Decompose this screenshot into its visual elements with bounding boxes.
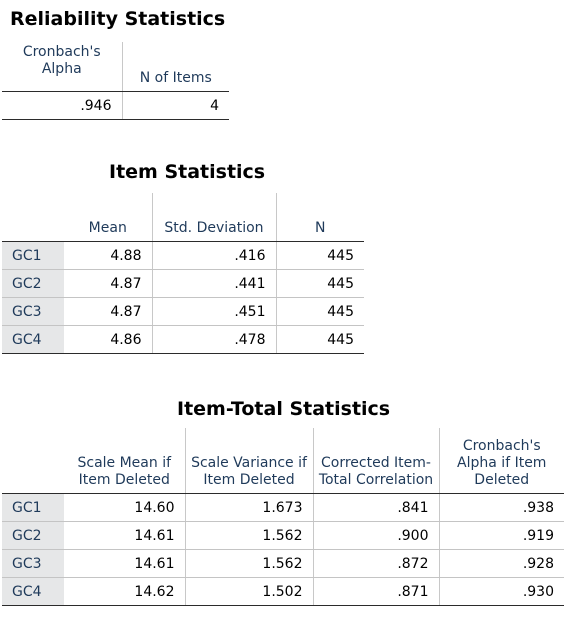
item-total-statistics-table (2, 428, 564, 606)
col-header-mean: Mean (64, 193, 152, 242)
col-header-cronbachs-alpha-if-item-deleted: Cronbach's Alpha if Item Deleted (439, 428, 564, 494)
item-statistics-table (2, 193, 364, 354)
scale-variance-cell: 1.562 (185, 550, 313, 578)
std-deviation-cell: .451 (152, 298, 276, 326)
col-header-scale-mean-if-item-deleted: Scale Mean if Item Deleted (64, 428, 185, 494)
row-label: GC2 (2, 522, 64, 550)
alpha-if-deleted-cell: .919 (439, 522, 564, 550)
row-label: GC3 (2, 550, 64, 578)
corrected-correlation-cell: .872 (313, 550, 439, 578)
row-label: GC4 (2, 326, 64, 354)
row-label: GC2 (2, 270, 64, 298)
table-row (2, 326, 364, 354)
corner-cell (2, 428, 64, 494)
scale-mean-cell: 14.61 (64, 550, 185, 578)
table-row (2, 92, 229, 120)
reliability-statistics-table (2, 42, 229, 120)
mean-cell: 4.87 (64, 270, 152, 298)
header-row (2, 193, 364, 242)
scale-mean-cell: 14.61 (64, 522, 185, 550)
col-header-cronbachs-alpha: Cronbach's Alpha (2, 42, 122, 92)
row-label: GC1 (2, 242, 64, 270)
n-cell: 445 (276, 298, 364, 326)
table-row (2, 494, 564, 522)
col-header-n: N (276, 193, 364, 242)
scale-mean-cell: 14.60 (64, 494, 185, 522)
n-cell: 445 (276, 242, 364, 270)
table-row (2, 270, 364, 298)
table-row (2, 578, 564, 606)
mean-cell: 4.88 (64, 242, 152, 270)
col-header-scale-variance-if-item-deleted: Scale Variance if Item Deleted (185, 428, 313, 494)
col-header-n-of-items: N of Items (122, 42, 229, 92)
alpha-if-deleted-cell: .930 (439, 578, 564, 606)
item-total-statistics-title: Item-Total Statistics (177, 398, 391, 420)
n-cell: 445 (276, 270, 364, 298)
row-label: GC3 (2, 298, 64, 326)
item-statistics-title: Item Statistics (109, 161, 266, 183)
cronbachs-alpha-value: .946 (2, 92, 122, 120)
corrected-correlation-cell: .841 (313, 494, 439, 522)
scale-variance-cell: 1.502 (185, 578, 313, 606)
corner-cell (2, 193, 64, 242)
alpha-if-deleted-cell: .928 (439, 550, 564, 578)
scale-variance-cell: 1.673 (185, 494, 313, 522)
scale-variance-cell: 1.562 (185, 522, 313, 550)
mean-cell: 4.86 (64, 326, 152, 354)
table-row (2, 242, 364, 270)
col-header-std-deviation: Std. Deviation (152, 193, 276, 242)
mean-cell: 4.87 (64, 298, 152, 326)
std-deviation-cell: .416 (152, 242, 276, 270)
reliability-statistics-title: Reliability Statistics (10, 8, 226, 30)
corrected-correlation-cell: .900 (313, 522, 439, 550)
n-cell: 445 (276, 326, 364, 354)
n-of-items-value: 4 (122, 92, 229, 120)
corrected-correlation-cell: .871 (313, 578, 439, 606)
col-header-corrected-item-total-correlation: Corrected Item-Total Correlation (313, 428, 439, 494)
table-row (2, 550, 564, 578)
row-label: GC4 (2, 578, 64, 606)
alpha-if-deleted-cell: .938 (439, 494, 564, 522)
std-deviation-cell: .478 (152, 326, 276, 354)
scale-mean-cell: 14.62 (64, 578, 185, 606)
row-label: GC1 (2, 494, 64, 522)
table-row (2, 298, 364, 326)
header-row (2, 428, 564, 494)
table-row (2, 522, 564, 550)
std-deviation-cell: .441 (152, 270, 276, 298)
header-row (2, 42, 229, 92)
